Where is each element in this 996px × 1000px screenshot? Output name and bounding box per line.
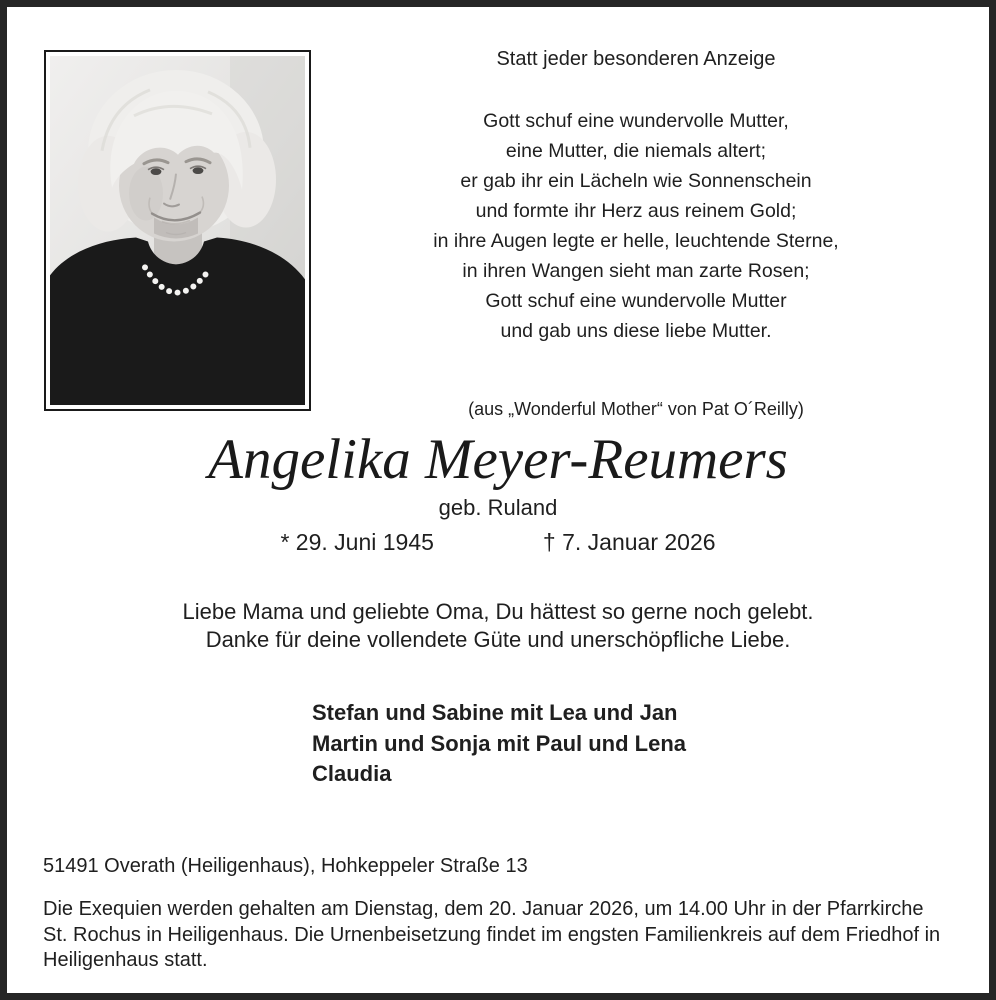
text-line: er gab ihr ein Lächeln wie Sonnenschein xyxy=(460,170,812,192)
address-line: 51491 Overath (Heiligenhaus), Hohkeppeler Straße 13 xyxy=(43,855,528,877)
maiden-name: geb. Ruland xyxy=(438,495,558,520)
text-line xyxy=(410,346,862,376)
text-line: in ihre Augen legte er helle, leuchtende Sterne, xyxy=(433,230,839,252)
portrait-photo xyxy=(50,56,305,405)
text-line: und formte ihr Herz aus reinem Gold; xyxy=(475,200,797,222)
portrait-photo-frame xyxy=(44,50,311,411)
memorial-poem xyxy=(410,106,862,376)
mourners-list xyxy=(312,698,686,790)
text-line: und gab uns diese liebe Mutter. xyxy=(500,320,772,342)
poem-attribution: (aus „Wonderful Mother“ von Pat O´Reilly) xyxy=(468,399,804,419)
text-line: St. Rochus in Heiligenhaus. Die Urnenbeisetzung findet im engsten Familienkreis auf dem Friedhof in xyxy=(43,923,941,946)
funeral-details xyxy=(43,897,940,974)
name-block xyxy=(7,427,989,557)
text-line: Die Exequien werden gehalten am Dienstag, dem 20. Januar 2026, um 14.00 Uhr in der Pfarrkirche xyxy=(43,898,924,920)
opening-line: Statt jeder besonderen Anzeige xyxy=(496,48,776,70)
text-line: in ihren Wangen sieht man zarte Rosen; xyxy=(462,260,810,282)
text-line: Gott schuf eine wundervolle Mutter, xyxy=(483,110,789,132)
birth-date: * 29. Juni 1945 xyxy=(280,529,434,555)
text-line: Stefan und Sabine mit Lea und Jan xyxy=(312,700,678,725)
text-line: Heiligenhaus statt. xyxy=(43,949,208,971)
text-line: Claudia xyxy=(312,761,392,786)
life-dates xyxy=(7,527,989,557)
text-line: eine Mutter, die niemals altert; xyxy=(505,140,767,162)
opening-block xyxy=(410,46,862,422)
text-line: Liebe Mama und geliebte Oma, Du hättest so gerne noch gelebt. xyxy=(182,599,814,624)
deceased-name: Angelika Meyer-Reumers xyxy=(208,428,788,491)
text-line: Martin und Sonja mit Paul und Lena xyxy=(312,730,687,756)
text-line: Gott schuf eine wundervolle Mutter xyxy=(485,290,787,312)
farewell-message xyxy=(7,598,989,654)
death-date: † 7. Januar 2026 xyxy=(542,529,716,555)
text-line: Danke für deine vollendete Güte und unerschöpfliche Liebe. xyxy=(205,627,791,652)
